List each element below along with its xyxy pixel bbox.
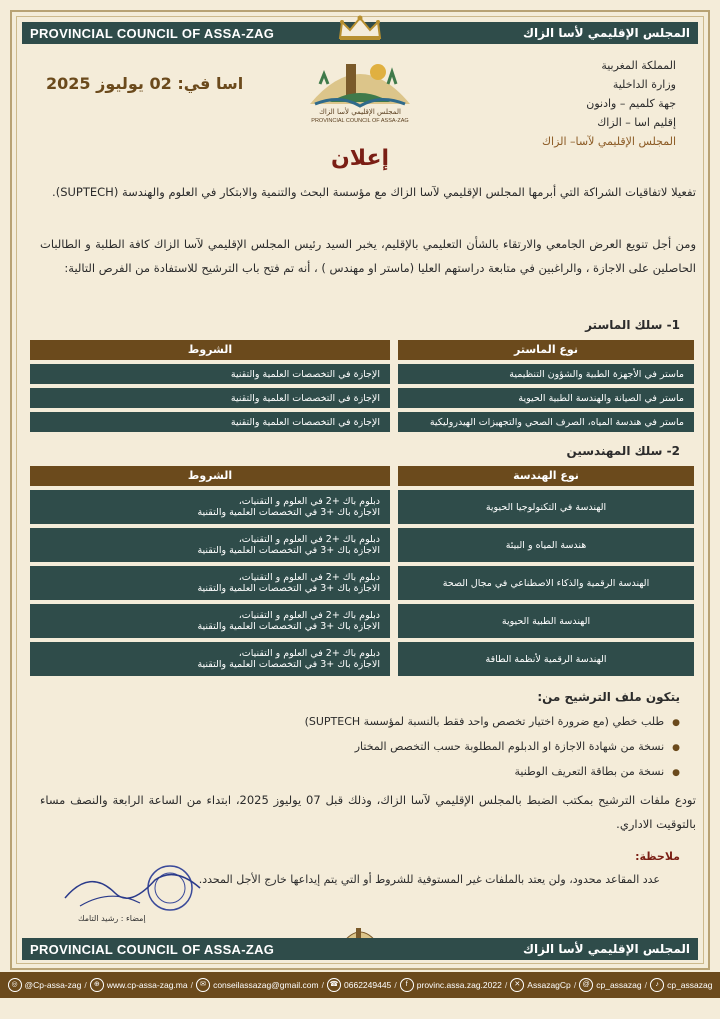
- tiktok-icon: ♪: [650, 978, 664, 992]
- file-item: ● طلب خطي (مع ضرورة اختيار تخصص واحد فقط بالنسبة لمؤسسة SUPTECH): [40, 710, 680, 735]
- engineering-type-cell: الهندسة الرقمية لأنظمة الطاقة: [398, 642, 694, 676]
- instagram-icon: ◎: [8, 978, 22, 992]
- banner-english: PROVINCIAL COUNCIL OF ASSA-ZAG: [30, 941, 275, 957]
- official-line: المملكة المغربية: [601, 59, 676, 72]
- facebook-icon: f: [400, 978, 414, 992]
- cond-line: دبلوم باك +2 في العلوم و التقنيات،: [238, 572, 380, 583]
- threads-icon: @: [579, 978, 593, 992]
- masters-type-cell: ماستر في هندسة المياه، الصرف الصحي والتجهيزات الهيدروليكية: [398, 412, 694, 432]
- banner-english: PROVINCIAL COUNCIL OF ASSA-ZAG: [30, 25, 275, 41]
- logo-caption-en: PROVINCIAL COUNCIL OF ASSA-ZAG: [311, 118, 409, 124]
- engineering-type-cell: الهندسة في التكنولوجيا الحيوية: [398, 490, 694, 524]
- engineering-type-cell: الهندسة الرقمية والذكاء الاصطناعي في مجال الصحة: [398, 566, 694, 600]
- deposit-paragraph: تودع ملفات الترشيح بمكتب الضبط بالمجلس الإقليمي لآسا الزاك، وذلك قبل 07 يوليوز 2025، ابتداء من الساعة الرابعة والنصف مساء بالتوقيت الاداري.: [40, 793, 696, 831]
- footer-separator: /: [84, 980, 87, 990]
- x-icon: ✕: [510, 978, 524, 992]
- footer-separator: /: [190, 980, 194, 990]
- globe-icon: ⊕: [90, 978, 104, 992]
- bottom-banner: [22, 938, 698, 960]
- whatsapp-icon: ☎: [327, 978, 341, 992]
- cond-line: دبلوم باك +2 في العلوم و التقنيات،: [238, 496, 380, 507]
- footer-separator: /: [321, 980, 324, 990]
- engineering-cond-cell: [30, 490, 390, 524]
- file-item: ● نسخة من شهادة الاجازة او الدبلوم المطلوبة حسب التخصص المختار: [40, 735, 680, 760]
- cond-line: الاجازة باك +3 في التخصصات العلمية والتقنية: [197, 659, 380, 670]
- document-date: اسا في: 02 يوليوز 2025: [46, 74, 244, 93]
- footer-text: AssazagCp: [527, 980, 571, 990]
- official-line: وزارة الداخلية: [612, 78, 676, 91]
- officials-block: [542, 56, 676, 151]
- footer-link-instagram[interactable]: [8, 978, 82, 992]
- engineering-type-cell: الهندسة الطبية الحيوية: [398, 604, 694, 638]
- footer-link-website[interactable]: [90, 978, 188, 992]
- masters-heading: 1- سلك الماستر: [585, 318, 680, 332]
- engineers-col-cond: الشروط: [30, 466, 390, 486]
- file-item: ● نسخة من بطاقة التعريف الوطنية: [40, 760, 680, 785]
- masters-type-cell: ماستر في الصيانة والهندسة الطبية الحيوية: [398, 388, 694, 408]
- footer-link-threads[interactable]: [579, 978, 641, 992]
- engineering-cond-cell: [30, 566, 390, 600]
- cond-line: الاجازة باك +3 في التخصصات العلمية والتقنية: [197, 583, 380, 594]
- footer-text: www.cp-assa-zag.ma: [106, 980, 188, 990]
- mail-icon: ✉: [196, 978, 210, 992]
- official-line: جهة كلميم – وادنون: [586, 97, 676, 110]
- cond-line: دبلوم باك +2 في العلوم و التقنيات،: [238, 648, 380, 659]
- masters-cond-cell: الإجازة في التخصصات العلمية والتقنية: [30, 412, 390, 432]
- file-requirements: [40, 690, 680, 785]
- masters-cond-cell: الإجازة في التخصصات العلمية والتقنية: [30, 388, 390, 408]
- footer-text: 0662249445: [344, 980, 392, 990]
- crown-icon: [336, 14, 384, 42]
- banner-arabic: المجلس الإقليمي لأسا الزاك: [522, 26, 690, 40]
- engineering-cond-cell: [30, 642, 390, 676]
- engineers-col-type: نوع الهندسة: [398, 466, 694, 486]
- engineering-cond-cell: [30, 604, 390, 638]
- footer-text: @Cp-assa-zag: [24, 980, 82, 990]
- official-line: إقليم اسا – الزاك: [597, 116, 676, 129]
- masters-col-type: نوع الماستر: [398, 340, 694, 360]
- footer-separator: /: [504, 980, 508, 990]
- official-line: المجلس الإقليمي لآسا– الزاك: [541, 135, 676, 148]
- signature-name: إمضاء : رشيد التامك: [78, 914, 146, 923]
- cond-line: دبلوم باك +2 في العلوم و التقنيات،: [238, 610, 380, 621]
- logo-caption-ar: المجلس الإقليمي لأسا الزاك: [319, 108, 401, 116]
- footer-separator: /: [644, 980, 648, 990]
- footer-link-tiktok[interactable]: [650, 978, 712, 992]
- banner-arabic: المجلس الإقليمي لأسا الزاك: [522, 942, 690, 956]
- engineering-cond-cell: [30, 528, 390, 562]
- cond-line: الاجازة باك +3 في التخصصات العلمية والتقنية: [197, 621, 380, 632]
- footer-separator: /: [394, 980, 397, 990]
- file-heading: يتكون ملف الترشيح من:: [537, 690, 680, 704]
- footer-text: cp_assazag: [667, 980, 713, 990]
- note-heading: ملاحظة:: [635, 850, 680, 863]
- footer-link-facebook[interactable]: [400, 978, 502, 992]
- logo-caption: [300, 108, 420, 126]
- masters-type-cell: ماستر في الأجهزة الطبية والشؤون التنظيمية: [398, 364, 694, 384]
- intro-paragraph-2: ومن أجل تنويع العرض الجامعي والارتقاء بالشأن التعليمي بالإقليم، يخبر السيد رئيس المجلس الإقليمي لآسا الزاك كافة الطلبة و الطالبات الحاصلين على الاجازة ، والراغبين في متابعة دراستهم العليا (ماستر او مهندس ) ، أنه تم فتح باب الترشيح للاستفادة من الفرص التالية:: [40, 237, 696, 275]
- cond-line: الاجازة باك +3 في التخصصات العلمية والتقنية: [197, 545, 380, 556]
- engineering-type-cell: هندسة المياه و البيئة: [398, 528, 694, 562]
- engineers-heading: 2- سلك المهندسين: [566, 444, 680, 458]
- masters-cond-cell: الإجازة في التخصصات العلمية والتقنية: [30, 364, 390, 384]
- footer-separator: /: [573, 980, 577, 990]
- footer-link-x[interactable]: [510, 978, 570, 992]
- note-text: عدد المقاعد محدود، ولن يعتد بالملفات غير المستوفية للشروط أو التي يتم إيداعها خارج الأجل المحدد.: [198, 873, 660, 886]
- footer-link-email[interactable]: [196, 978, 318, 992]
- intro-paragraph-1: تفعيلا لاتفاقيات الشراكة التي أبرمها المجلس الإقليمي لآسا الزاك مع مؤسسة البحث والتنمية والابتكار في العلوم والهندسة (SUPTECH).: [52, 185, 696, 199]
- cond-line: دبلوم باك +2 في العلوم و التقنيات،: [238, 534, 380, 545]
- footer-text: cp_assazag: [596, 980, 642, 990]
- cond-line: الاجازة باك +3 في التخصصات العلمية والتقنية: [197, 507, 380, 518]
- footer-text: provinc.assa.zag.2022: [416, 980, 502, 990]
- footer-text: conseilassazag@gmail.com: [213, 980, 319, 990]
- social-footer: [0, 972, 720, 998]
- footer-link-whatsapp[interactable]: [327, 978, 391, 992]
- masters-col-cond: الشروط: [30, 340, 390, 360]
- announcement-title: إعلان: [330, 146, 390, 171]
